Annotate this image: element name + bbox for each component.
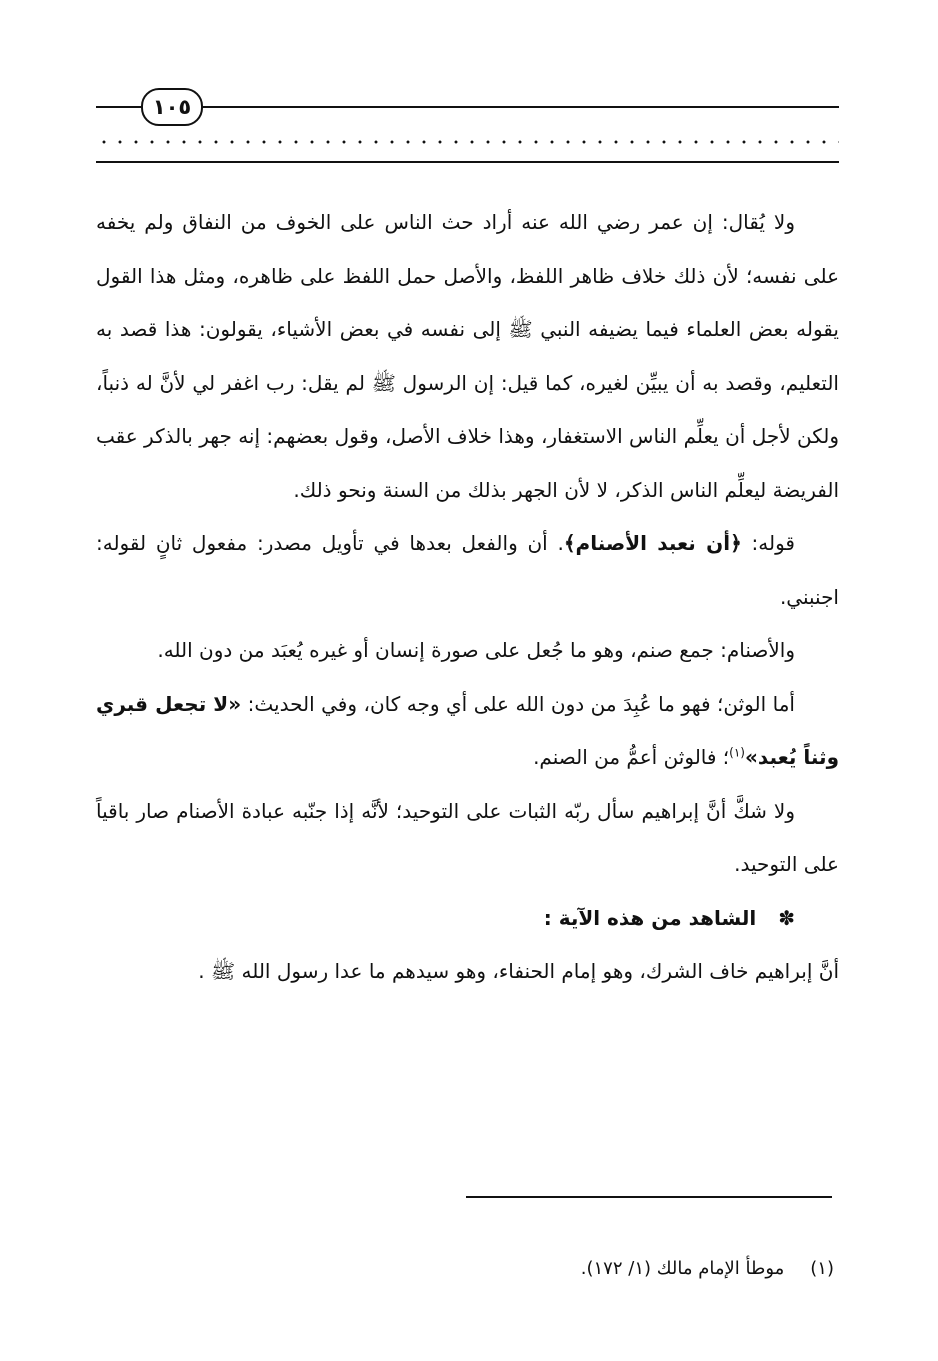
section-heading (96, 892, 839, 946)
header-rule-bottom (96, 161, 839, 163)
quran-quote: ﴿أن نعبد الأصنام﴾ (563, 531, 742, 555)
paragraph-2-lead: قوله: (741, 531, 795, 555)
section-heading-text: الشاهد من هذه الآية : (543, 905, 757, 930)
hadith-quote: «لا تجعل قبري وثناً يُعبد» (96, 691, 839, 769)
footnote-text: موطأ الإمام مالك (١/ ١٧٢). (580, 1258, 785, 1279)
header-dotted-rule (96, 140, 839, 144)
paragraph-4-rest: ؛ فالوثن أعمُّ من الصنم. (533, 745, 730, 769)
footnote-reference: (١) (729, 745, 745, 760)
footnote-mark: (١) (810, 1258, 834, 1279)
footnote-rule (466, 1196, 832, 1198)
paragraph-2-rest: . أن والفعل بعدها في تأويل مصدر: مفعول ثانٍ لقوله: اجنبني. (96, 531, 839, 609)
page-number: ١٠٥ (152, 95, 192, 119)
page-number-badge (141, 88, 203, 126)
body-text (96, 196, 839, 999)
paragraph-4 (96, 678, 839, 785)
paragraph-3: والأصنام: جمع صنم، وهو ما جُعل على صورة إنسان أو غيره يُعبَد من دون الله. (157, 638, 795, 662)
header-rule-top (96, 106, 839, 108)
paragraph-2 (96, 517, 839, 624)
paragraph-1: ولا يُقال: إن عمر رضي الله عنه أراد حث الناس على الخوف من النفاق ولم يخفه على نفسه؛ لأن ذلك خلاف ظاهر اللفظ، والأصل حمل اللفظ على ظاهره، ومثل هذا القول يقوله بعض العلماء فيما يضيفه النبي ﷺ إلى نفسه في بعض الأشياء، يقولون: هذا قصد به التعليم، وقصد به أن يبيِّن لغيره، كما قيل: إن الرسول ﷺ لم يقل: رب اغفر لي لأنَّ له ذنباً، ولكن لأجل أن يعلِّم الناس الاستغفار، وهذا خلاف الأصل، وقول بعضهم: إنه جهر بالذكر عقب الفريضة ليعلِّم الناس الذكر، لا لأن الجهر بذلك من السنة ونحو ذلك. (96, 210, 839, 502)
paragraph-5: ولا شكَّ أنَّ إبراهيم سأل ربّه الثبات على التوحيد؛ لأنَّه إذا جنّبه عبادة الأصنام صار باقياً على التوحيد. (96, 798, 839, 876)
paragraph-6: أنَّ إبراهيم خاف الشرك، وهو إمام الحنفاء، وهو سيدهم ما عدا رسول الله ﷺ . (198, 959, 839, 983)
footnote (96, 1258, 834, 1279)
paragraph-4-lead: أما الوثن؛ فهو ما عُبِدَ من دون الله على أي وجه كان، وفي الحديث: (241, 691, 795, 716)
asterisk-icon: ✽ (778, 905, 795, 930)
